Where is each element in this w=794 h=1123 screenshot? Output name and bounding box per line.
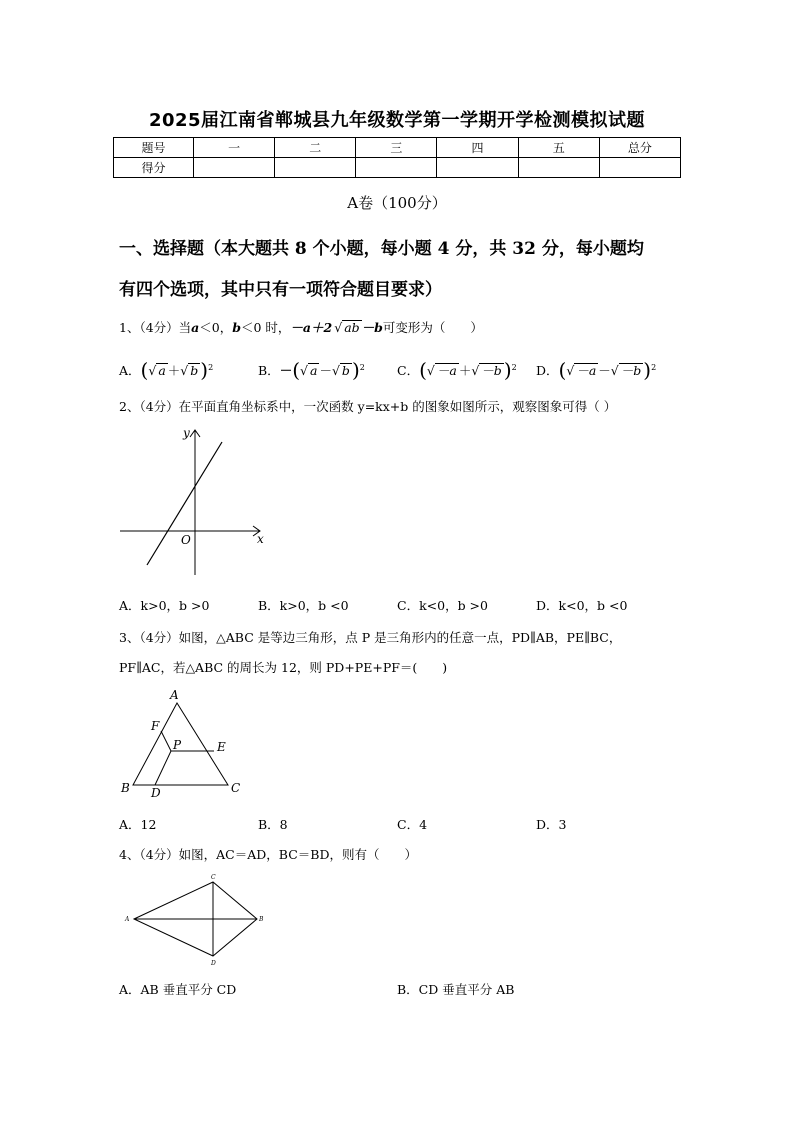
label-d: D (151, 786, 161, 800)
score-input-cell[interactable] (194, 158, 275, 178)
score-header-cell: 三 (356, 138, 437, 158)
question-1-option-b[interactable]: B．－(√ a －√ b )$^2$ (258, 358, 365, 382)
question-3-option-c[interactable]: C．4 (397, 817, 428, 832)
label-e: E (217, 740, 226, 754)
score-header-cell: 一 (194, 138, 275, 158)
score-input-cell[interactable] (599, 158, 680, 178)
question-4-kite-diagram (115, 870, 275, 968)
label-c: C (231, 781, 241, 795)
label-a: A (170, 688, 179, 702)
question-2-graph (110, 420, 270, 585)
question-3-option-d[interactable]: D．3 (536, 817, 567, 832)
score-header-cell: 二 (275, 138, 356, 158)
question-2-option-d[interactable]: D．k<0，b <0 (536, 598, 628, 613)
score-input-cell[interactable] (356, 158, 437, 178)
score-table-header-row (114, 138, 681, 158)
score-header-cell: 五 (518, 138, 599, 158)
segment-pd (155, 751, 171, 785)
score-table (113, 137, 681, 178)
label-p: P (173, 738, 182, 752)
question-2-stem: 2、（4分）在平面直角坐标系中，一次函数 y=kx+b 的图象如图所示，观察图象可得（ ） (119, 399, 617, 414)
question-4-option-a[interactable]: A．AB 垂直平分 CD (119, 982, 237, 997)
label-c: C (211, 874, 216, 881)
segment-pf (161, 731, 171, 751)
score-input-cell[interactable] (437, 158, 518, 178)
score-input-cell[interactable] (275, 158, 356, 178)
y-axis-label: y (183, 426, 190, 440)
question-1-option-d[interactable]: D．(√ －a －√ －b )$^2$ (536, 358, 657, 382)
question-3-option-b[interactable]: B．8 (258, 817, 288, 832)
label-a: A (125, 916, 130, 923)
question-3-triangle-diagram (115, 685, 250, 800)
origin-label: O (181, 533, 191, 547)
question-1-option-a[interactable]: A．(√ a ＋√ b )$^2$ (119, 358, 214, 382)
question-2-option-b[interactable]: B．k>0，b <0 (258, 598, 349, 613)
question-1-option-c[interactable]: C．(√ －a ＋√ －b )$^2$ (397, 358, 517, 382)
score-table-score-row (114, 158, 681, 178)
question-3-option-a[interactable]: A．12 (119, 817, 157, 832)
score-header-cell: 题号 (114, 138, 194, 158)
score-input-cell[interactable] (518, 158, 599, 178)
question-3-stem-line2: PF∥AC，若△ABC 的周长为 12，则 PD+PE+PF＝( ) (119, 660, 448, 675)
part1-heading-line2: 有四个选项，其中只有一项符合题目要求） (119, 280, 442, 300)
question-2-option-c[interactable]: C．k<0，b >0 (397, 598, 488, 613)
label-b: B (259, 916, 264, 923)
question-4-stem: 4、（4分）如图，AC＝AD，BC＝BD，则有（ ） (119, 847, 417, 862)
question-4-option-b[interactable]: B．CD 垂直平分 AB (397, 982, 515, 997)
label-b: B (121, 781, 130, 795)
label-d: D (211, 960, 216, 967)
x-axis-label: x (257, 532, 264, 546)
page-title: 2025届江南省郸城县九年级数学第一学期开学检测模拟试题 (148, 110, 646, 131)
score-row-label: 得分 (114, 158, 194, 178)
question-1-stem: 1、（4分）当a＜0，b＜0 时，－a＋2 √ ab －b可变形为（ ） (119, 320, 483, 335)
part1-heading-line1: 一、选择题（本大题共 8 个小题，每小题 4 分，共 32 分，每小题均 (119, 239, 644, 259)
section-a-heading: A卷（100分） (347, 194, 447, 212)
label-f: F (151, 719, 160, 733)
question-2-option-a[interactable]: A．k>0，b >0 (119, 598, 210, 613)
score-header-cell: 四 (437, 138, 518, 158)
score-header-cell: 总分 (599, 138, 680, 158)
question-3-stem-line1: 3、（4分）如图，△ABC 是等边三角形，点 P 是三角形内的任意一点，PD∥AB，PE∥BC， (119, 630, 622, 645)
